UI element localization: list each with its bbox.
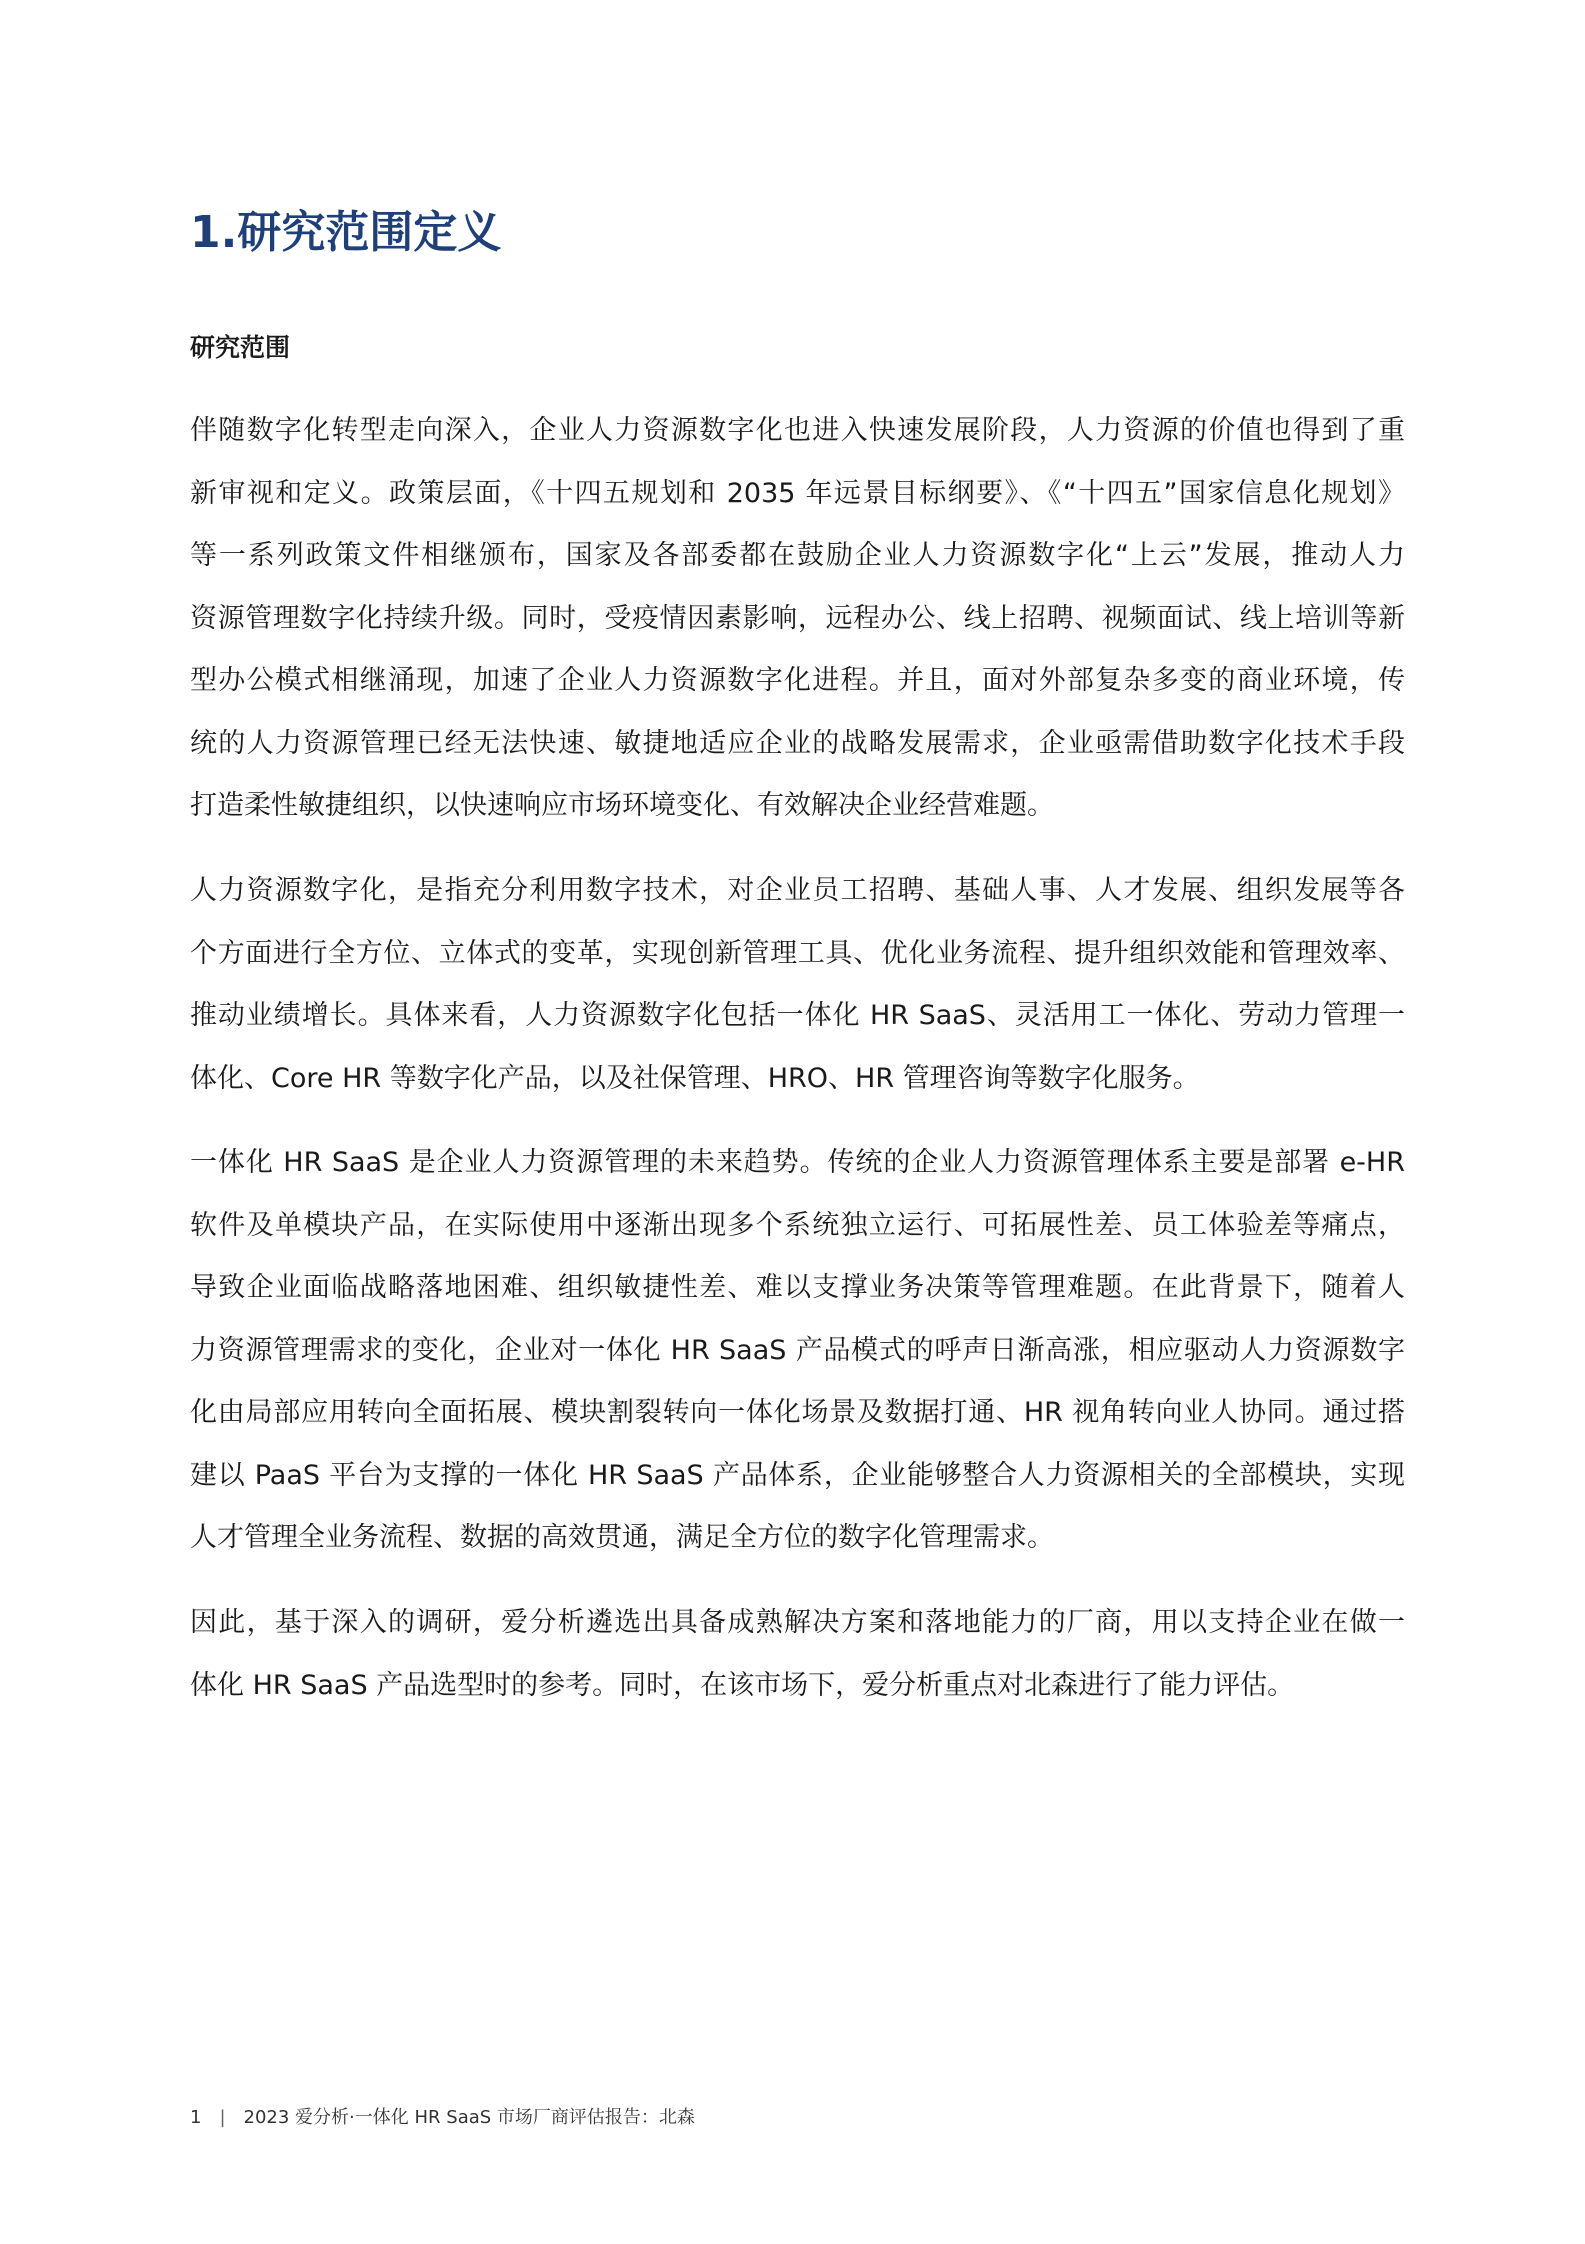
paragraph-line: 体化 HR SaaS 产品选型时的参考。同时，在该市场下，爱分析重点对北森进行了能力评估。 <box>190 1669 1295 1701</box>
paragraph-line: 人才管理全业务流程、数据的高效贯通，满足全方位的数字化管理需求。 <box>190 1522 1054 1553</box>
paragraph-2 <box>190 860 1405 1110</box>
page-number: 1 <box>190 2107 202 2128</box>
paragraph-line: 个方面进行全方位、立体式的变革，实现创新管理工具、优化业务流程、提升组织效能和管理效率、 <box>190 937 1405 969</box>
paragraph-line: 统的人力资源管理已经无法快速、敏捷地适应企业的战略发展需求，企业亟需借助数字化技术手段 <box>190 727 1405 759</box>
paragraph-line: 打造柔性敏捷组织，以快速响应市场环境变化、有效解决企业经营难题。 <box>190 790 1054 821</box>
paragraph-line: 化由局部应用转向全面拓展、模块割裂转向一体化场景及数据打通、HR 视角转向业人协同。通过搭 <box>190 1397 1405 1428</box>
paragraph-line: 型办公模式相继涌现，加速了企业人力资源数字化进程。并且，面对外部复杂多变的商业环境，传 <box>190 665 1405 696</box>
paragraph-line: 人力资源数字化，是指充分利用数字技术，对企业员工招聘、基础人事、人才发展、组织发展等各 <box>190 875 1405 906</box>
paragraph-line: 资源管理数字化持续升级。同时，受疫情因素影响，远程办公、线上招聘、视频面试、线上培训等新 <box>190 602 1405 634</box>
paragraph-line: 一体化 HR SaaS 是企业人力资源管理的未来趋势。传统的企业人力资源管理体系主要是部署 e-HR <box>190 1147 1405 1178</box>
paragraph-3 <box>190 1132 1405 1570</box>
section-heading: 研究范围 <box>190 333 291 362</box>
paragraph-line: 力资源管理需求的变化，企业对一体化 HR SaaS 产品模式的呼声日渐高涨，相应驱动人力资源数字 <box>190 1334 1405 1366</box>
page-title: 1.研究范围定义 <box>190 207 502 258</box>
paragraph-line: 软件及单模块产品，在实际使用中逐渐出现多个系统独立运行、可拓展性差、员工体验差等痛点， <box>190 1209 1405 1241</box>
paragraph-1 <box>190 400 1405 838</box>
paragraph-line: 体化、Core HR 等数字化产品，以及社保管理、HRO、HR 管理咨询等数字化服务。 <box>190 1062 1200 1094</box>
footer-report-title: 2023 爱分析·一体化 HR SaaS 市场厂商评估报告：北森 <box>243 2107 695 2128</box>
paragraph-line: 导致企业面临战略落地困难、组织敏捷性差、难以支撑业务决策等管理难题。在此背景下，随着人 <box>190 1272 1405 1303</box>
footer-separator: | <box>219 2107 226 2128</box>
paragraph-line: 建以 PaaS 平台为支撑的一体化 HR SaaS 产品体系，企业能够整合人力资源相关的全部模块，实现 <box>190 1459 1405 1491</box>
paragraph-line: 等一系列政策文件相继颁布，国家及各部委都在鼓励企业人力资源数字化“上云”发展，推动人力 <box>190 540 1405 571</box>
paragraph-line: 推动业绩增长。具体来看，人力资源数字化包括一体化 HR SaaS、灵活用工一体化、劳动力管理一 <box>190 1000 1405 1031</box>
paragraph-line: 因此，基于深入的调研，爱分析遴选出具备成熟解决方案和落地能力的厂商，用以支持企业在做一 <box>190 1607 1405 1638</box>
paragraph-line: 新审视和定义。政策层面，《十四五规划和 2035 年远景目标纲要》、《“十四五”国家信息化规划》 <box>190 477 1405 509</box>
paragraph-line: 伴随数字化转型走向深入，企业人力资源数字化也进入快速发展阶段，人力资源的价值也得到了重 <box>190 415 1405 446</box>
paragraph-4 <box>190 1592 1405 1717</box>
page-footer <box>190 2104 695 2132</box>
